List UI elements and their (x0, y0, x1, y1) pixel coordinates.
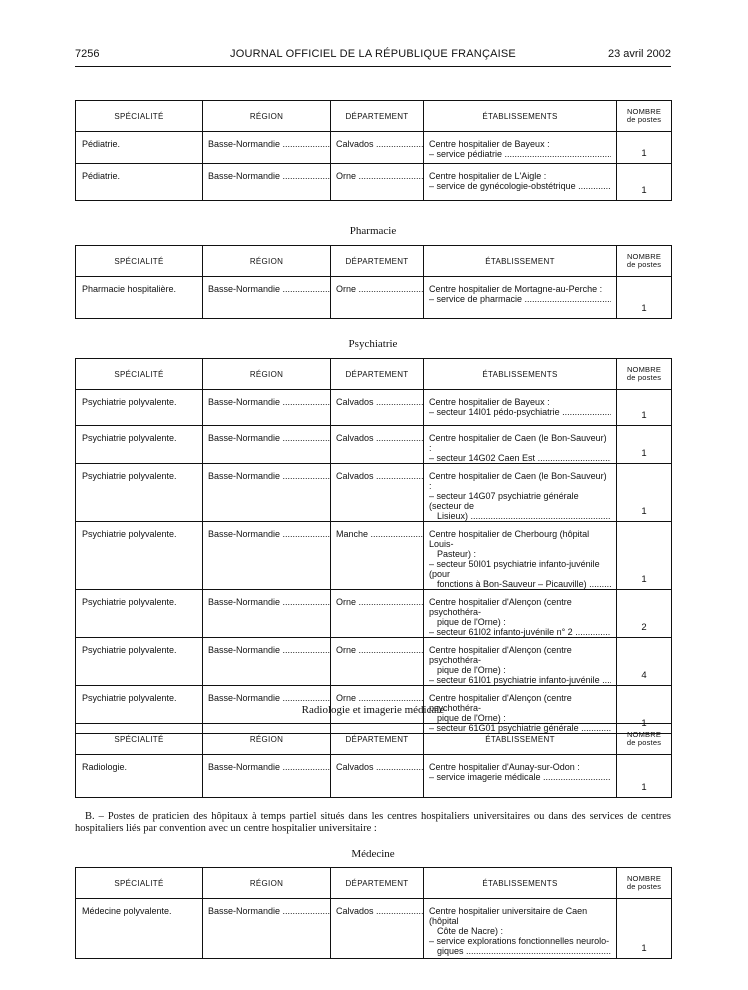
table-row (76, 464, 672, 522)
col-header-etablissements: ÉTABLISSEMENT (424, 724, 617, 755)
cell-departement (331, 590, 424, 638)
cell-etablissement (424, 390, 617, 426)
de-postes-label: de postes (626, 882, 662, 891)
cell-region (203, 899, 331, 959)
departement-value: Manche ..... (336, 529, 423, 539)
region-value: Basse-Normandie ..... (208, 284, 330, 294)
cell-etablissement (424, 638, 617, 686)
section-title-medecine: Médecine (351, 848, 395, 860)
table-row (76, 590, 672, 638)
nombre-label: NOMBRE (626, 107, 662, 116)
cell-nombre: 2 (617, 590, 672, 638)
cell-etablissement (424, 164, 617, 201)
de-postes-label: de postes (626, 738, 662, 747)
cell-etablissement (424, 277, 617, 319)
etablissement-line: Centre hospitalier universitaire de Caen (hôpital (429, 906, 588, 926)
table-header-row (76, 868, 672, 899)
etablissement-line: – service pédiatrie ..... (429, 149, 611, 159)
departement-value: Calvados ..... (336, 906, 423, 916)
cell-etablissement (424, 899, 617, 959)
etablissement-line: Pasteur) : (437, 549, 477, 559)
etablissement-line: – service imagerie médicale ..... (429, 772, 611, 782)
section-title-pharmacie: Pharmacie (349, 225, 397, 237)
cell-nombre: 1 (617, 464, 672, 522)
col-header-nombre (617, 101, 672, 132)
cell-nombre: 4 (617, 638, 672, 686)
etablissement-line: fonctions à Bon-Sauveur – Picauville) ..... (429, 579, 611, 589)
cell-specialite: Psychiatrie polyvalente. (76, 686, 203, 734)
cell-nombre: 1 (617, 164, 672, 201)
table-row (76, 522, 672, 590)
cell-departement (331, 390, 424, 426)
nombre-label: NOMBRE (626, 874, 662, 883)
cell-nombre: 1 (617, 686, 672, 734)
cell-specialite: Psychiatrie polyvalente. (76, 426, 203, 464)
cell-etablissement (424, 426, 617, 464)
cell-etablissement (424, 132, 617, 164)
col-header-region: RÉGION (203, 724, 331, 755)
cell-specialite: Psychiatrie polyvalente. (76, 522, 203, 590)
departement-value: Orne ..... (336, 645, 423, 655)
cell-etablissement (424, 590, 617, 638)
cell-departement (331, 899, 424, 959)
etablissement-line: Côte de Nacre) : (437, 926, 504, 936)
region-value: Basse-Normandie ..... (208, 906, 330, 916)
col-header-specialite: SPÉCIALITÉ (76, 724, 203, 755)
cell-nombre: 1 (617, 277, 672, 319)
etablissement-line: Centre hospitalier d'Aunay-sur-Odon : (429, 762, 580, 772)
etablissement-line: Centre hospitalier d'Alençon (centre psychothéra- (429, 597, 572, 617)
cell-etablissement (424, 755, 617, 798)
cell-nombre: 1 (617, 426, 672, 464)
col-header-specialite: SPÉCIALITÉ (76, 868, 203, 899)
nombre-label: NOMBRE (626, 365, 662, 374)
table-row (76, 390, 672, 426)
departement-value: Calvados ..... (336, 397, 423, 407)
col-header-departement: DÉPARTEMENT (331, 101, 424, 132)
table-row (76, 132, 672, 164)
table-header-row (76, 359, 672, 390)
cell-region (203, 132, 331, 164)
col-header-region: RÉGION (203, 246, 331, 277)
departement-value: Calvados ..... (336, 433, 423, 443)
cell-nombre: 1 (617, 522, 672, 590)
cell-departement (331, 755, 424, 798)
etablissement-line: – secteur 14G07 psychiatrie générale (secteur de (429, 491, 579, 511)
departement-value: Orne ..... (336, 171, 423, 181)
paragraph-b: B. – Postes de praticien des hôpitaux à temps partiel situés dans les centres hospitaliers universitaires ou dans des services de centres hospitaliers liés par convention avec un centre hospitalier universitaire : (75, 811, 671, 834)
de-postes-label: de postes (626, 373, 662, 382)
table-row (76, 277, 672, 319)
col-header-nombre (617, 868, 672, 899)
radiologie-table (75, 723, 672, 798)
pharmacie-table (75, 245, 672, 319)
medecine-table (75, 867, 672, 959)
etablissement-line: – secteur 61I01 psychiatrie infanto-juvénile ..... (429, 675, 611, 685)
table-header-row (76, 724, 672, 755)
etablissement-line: Centre hospitalier de L'Aigle : (429, 171, 547, 181)
cell-nombre: 1 (617, 390, 672, 426)
etablissement-line: Centre hospitalier de Caen (le Bon-Sauveur) : (429, 433, 607, 453)
cell-specialite: Psychiatrie polyvalente. (76, 638, 203, 686)
table-row (76, 638, 672, 686)
etablissement-line: – service de pharmacie ..... (429, 294, 611, 304)
cell-specialite: Radiologie. (76, 755, 203, 798)
publication-date: 23 avril 2002 (608, 48, 671, 60)
col-header-departement: DÉPARTEMENT (331, 724, 424, 755)
col-header-region: RÉGION (203, 101, 331, 132)
nombre-label: NOMBRE (626, 730, 662, 739)
departement-value: Calvados ..... (336, 762, 423, 772)
etablissement-line: – service de gynécologie-obstétrique ..... (429, 181, 611, 191)
table-row (76, 164, 672, 201)
table-header-row (76, 101, 672, 132)
cell-region (203, 464, 331, 522)
col-header-specialite: SPÉCIALITÉ (76, 359, 203, 390)
col-header-nombre (617, 246, 672, 277)
cell-departement (331, 426, 424, 464)
col-header-departement: DÉPARTEMENT (331, 868, 424, 899)
psychiatrie-table (75, 358, 672, 734)
cell-specialite: Psychiatrie polyvalente. (76, 590, 203, 638)
col-header-etablissements: ÉTABLISSEMENTS (424, 359, 617, 390)
departement-value: Orne ..... (336, 284, 423, 294)
cell-etablissement (424, 464, 617, 522)
departement-value: Orne ..... (336, 597, 423, 607)
etablissement-line: Centre hospitalier de Caen (le Bon-Sauveur) : (429, 471, 607, 491)
etablissement-line: – secteur 61I02 infanto-juvénile n° 2 ..... (429, 627, 611, 637)
departement-value: Orne ..... (336, 693, 423, 703)
region-value: Basse-Normandie ..... (208, 139, 330, 149)
cell-region (203, 590, 331, 638)
cell-nombre: 1 (617, 755, 672, 798)
de-postes-label: de postes (626, 260, 662, 269)
cell-departement (331, 522, 424, 590)
cell-region (203, 390, 331, 426)
region-value: Basse-Normandie ..... (208, 762, 330, 772)
etablissement-line: Lisieux) ..... (429, 511, 611, 521)
table-row (76, 755, 672, 798)
cell-region (203, 426, 331, 464)
cell-etablissement (424, 522, 617, 590)
cell-nombre: 1 (617, 899, 672, 959)
section-title-psychiatrie: Psychiatrie (348, 338, 398, 350)
page-number: 7256 (75, 48, 100, 60)
cell-nombre: 1 (617, 132, 672, 164)
etablissement-line: Centre hospitalier de Bayeux : (429, 397, 550, 407)
cell-specialite: Pédiatrie. (76, 164, 203, 201)
cell-region (203, 164, 331, 201)
etablissement-line: pique de l'Orne) : (437, 713, 506, 723)
table-header-row (76, 246, 672, 277)
region-value: Basse-Normandie ..... (208, 693, 330, 703)
col-header-specialite: SPÉCIALITÉ (76, 101, 203, 132)
departement-value: Calvados ..... (336, 471, 423, 481)
etablissement-line: Centre hospitalier de Cherbourg (hôpital Louis- (429, 529, 590, 549)
etablissement-line: pique de l'Orne) : (437, 665, 506, 675)
col-header-etablissements: ÉTABLISSEMENTS (424, 101, 617, 132)
cell-specialite: Médecine polyvalente. (76, 899, 203, 959)
page-header (75, 48, 671, 62)
cell-departement (331, 132, 424, 164)
cell-region (203, 755, 331, 798)
etablissement-line: Centre hospitalier de Mortagne-au-Perche : (429, 284, 603, 294)
col-header-specialite: SPÉCIALITÉ (76, 246, 203, 277)
nombre-label: NOMBRE (626, 252, 662, 261)
etablissement-line: giques ..... (429, 946, 611, 956)
col-header-etablissements: ÉTABLISSEMENT (424, 246, 617, 277)
cell-departement (331, 464, 424, 522)
cell-departement (331, 164, 424, 201)
col-header-region: RÉGION (203, 359, 331, 390)
region-value: Basse-Normandie ..... (208, 645, 330, 655)
cell-departement (331, 638, 424, 686)
col-header-departement: DÉPARTEMENT (331, 246, 424, 277)
cell-region (203, 277, 331, 319)
etablissement-line: – secteur 14I01 pédo-psychiatrie ..... (429, 407, 611, 417)
etablissement-line: – secteur 61G01 psychiatrie générale ..... (429, 723, 611, 733)
region-value: Basse-Normandie ..... (208, 397, 330, 407)
etablissement-line: – secteur 14G02 Caen Est ..... (429, 453, 611, 463)
etablissement-line: pique de l'Orne) : (437, 617, 506, 627)
col-header-departement: DÉPARTEMENT (331, 359, 424, 390)
pediatrie-table (75, 100, 672, 201)
col-header-region: RÉGION (203, 868, 331, 899)
table-row (76, 426, 672, 464)
header-rule (75, 66, 671, 67)
section-title-radiologie: Radiologie et imagerie médicale (301, 704, 445, 716)
region-value: Basse-Normandie ..... (208, 529, 330, 539)
cell-departement (331, 277, 424, 319)
cell-specialite: Psychiatrie polyvalente. (76, 464, 203, 522)
region-value: Basse-Normandie ..... (208, 471, 330, 481)
etablissement-line: Centre hospitalier d'Alençon (centre psychothéra- (429, 645, 572, 665)
cell-region (203, 638, 331, 686)
table-row (76, 899, 672, 959)
col-header-nombre (617, 724, 672, 755)
col-header-nombre (617, 359, 672, 390)
cell-region (203, 522, 331, 590)
etablissement-line: – service explorations fonctionnelles neurolo- (429, 936, 610, 946)
etablissement-line: – secteur 50I01 psychiatrie infanto-juvénile (pour (429, 559, 600, 579)
departement-value: Calvados ..... (336, 139, 423, 149)
de-postes-label: de postes (626, 115, 662, 124)
etablissement-line: Centre hospitalier d'Alençon (centre psychothéra- (429, 693, 572, 713)
region-value: Basse-Normandie ..... (208, 597, 330, 607)
col-header-etablissements: ÉTABLISSEMENTS (424, 868, 617, 899)
etablissement-line: Centre hospitalier de Bayeux : (429, 139, 550, 149)
region-value: Basse-Normandie ..... (208, 433, 330, 443)
cell-specialite: Pharmacie hospitalière. (76, 277, 203, 319)
cell-specialite: Pédiatrie. (76, 132, 203, 164)
cell-specialite: Psychiatrie polyvalente. (76, 390, 203, 426)
journal-title: JOURNAL OFFICIEL DE LA RÉPUBLIQUE FRANÇAISE (230, 48, 516, 60)
region-value: Basse-Normandie ..... (208, 171, 330, 181)
